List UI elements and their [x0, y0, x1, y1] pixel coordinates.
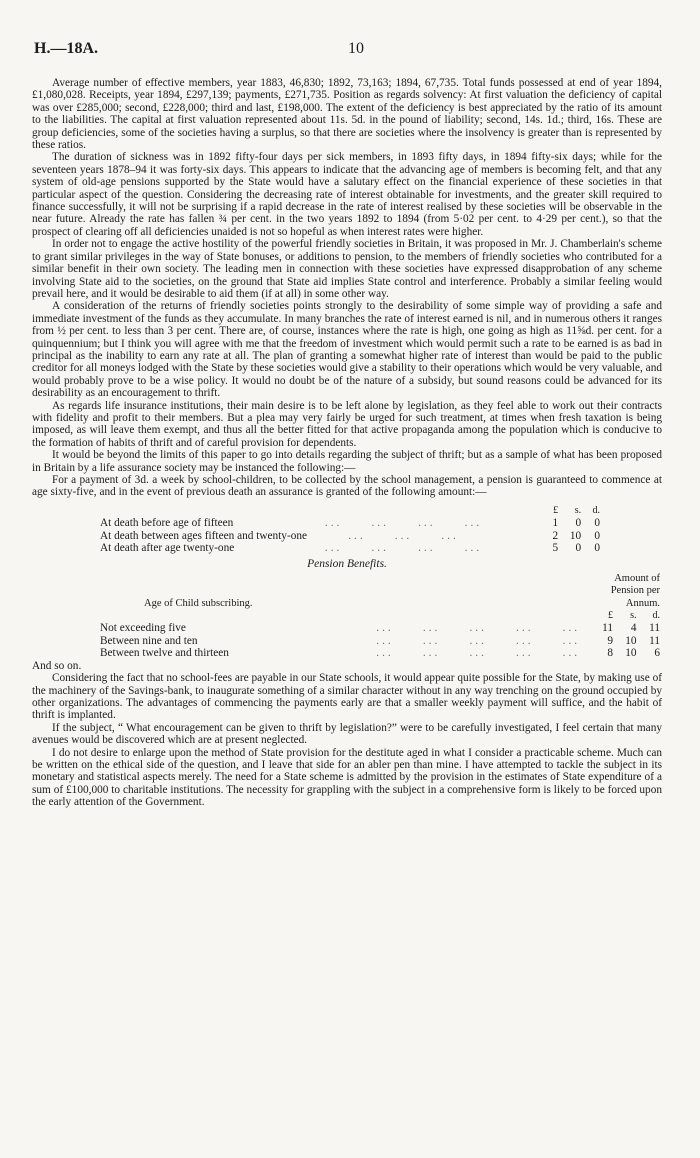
amount-shillings: 0	[575, 517, 582, 530]
currency-header-pounds: £	[608, 610, 614, 622]
paragraph: Average number of effective members, year 1883, 46,830; 1892, 73,163; 1894, 67,735. Total funds possessed at end of year 1894, £1,080,028. Receipts, year 1894, £297,139; payments, £271,735. Position as regards solvency: At first valuation the deficiency of capital was over £285,000; second, £228,000; third and last, £198,000. The extent of the deficiency is best appreciated by the ratio of its amount to the liabilities. The capital at first valuation represented about 11s. 5d. in the pound of liability; second, 14s. 1d.; third, 16s. These are group deficiencies, some of the societies having a surplus, so that there are societies where the insolvency is greater than is represented by these ratios.	[32, 77, 662, 152]
paragraph: I do not desire to enlarge upon the method of State provision for the destitute aged in what I consider a practicable scheme. Much can be written on the ethical side of the question, and I leave that side for an abler pen than mine. I have attempted to tackle the subject in its monetary and statistical aspects merely. The need for a State scheme is admitted by the provision in the estimates of State expenditure of a sum of £100,000 to charitable institutions. The necessity for grappling with the subject in a comprehensive form is likely to be forced upon the early attention of the Government.	[32, 746, 662, 809]
paragraph: For a payment of 3d. a week by school-children, to be collected by the school management, a pension is guaranteed to commence at age sixty-five, and in the event of previous death an assurance is granted of the following amount:—	[32, 474, 662, 499]
body-text	[32, 77, 662, 809]
amount-pounds: 11	[602, 622, 614, 635]
row-label: Not exceeding five	[100, 622, 186, 635]
amount-shillings: 10	[625, 647, 637, 660]
amount-shillings: 10	[625, 634, 637, 647]
amount-pounds: 9	[607, 634, 614, 647]
amount-shillings: 0	[575, 542, 582, 555]
amount-pence: 0	[594, 529, 600, 542]
paragraph: Considering the fact that no school-fees are payable in our State schools, it would appear quite possible for the State, by making use of the machinery of the Savings-bank, to inaugurate something of a similar character without in any way trenching on the ground occupied by other organizations. The advantages of commencing the payments early are that a smaller weekly payment will suffice, and the habit of thrift is implanted.	[32, 672, 662, 722]
currency-header-shillings: s.	[630, 610, 637, 622]
paragraph: It would be beyond the limits of this paper to go into details regarding the subject of thrift; but as a sample of what has been proposed in Britain by a life assurance society may be instanced the following:—	[32, 449, 662, 474]
currency-header-shillings: s.	[574, 504, 582, 516]
row-label: Between nine and ten	[100, 634, 198, 647]
table-row: At death after age twenty-one ... ... ... ... 5 0 0	[100, 542, 600, 555]
paragraph: The duration of sickness was in 1892 fifty-four days per sick members, in 1893 fifty days, in 1894 fifty-six days; while for the seventeen years 1878–94 it was forty-six days. This appears to indicate that the advancing age of members is becoming felt, and that any system of old-age pensions supported by the State would have a salutary effect on the financial experience of these societies in that particular aspect of the question. Considering the decreasing rate of interest obtainable for investments, and the greater skill required to finance successfully, it will not be surprising if a rapid decrease in the rate of interest realised by these societies will be observable in the near future. Already the rate has fallen ¾ per cent. in the two years 1892 to 1894 (from 5·02 per cent. to 4·29 per cent.), so that the prospect of clearing off all deficiencies unaided is not so hopeful as when interest rates were higher.	[32, 151, 662, 238]
currency-header-pence: d.	[592, 504, 600, 516]
amount-pounds: 1	[552, 517, 559, 530]
amount-pence: 11	[649, 634, 660, 647]
paragraph: A consideration of the returns of friendly societies points strongly to the desirability of some simple way of providing a safe and immediate investment of the funds as they accumulate. In many branches the rate of interest earned is nil, and in numerous others it ranges from ½ per cent. to less than 3 per cent. There are, of course, instances where the rate is high, one going as high as 11⅝d. per cent. for a quinquennium; but I think you will agree with me that the freedom of investment which would permit such a rate to be earned is as bad in principal as the inability to earn any rate at all. The plan of granting a somewhat higher rate of interest than would be paid to the public creditor for all moneys lodged with the State by these societies would give a stability to their operations which would be very valuable, and would probably prove to be a wise policy. It would no doubt be of the nature of a subsidy, but sound reasons could be advanced for its desirability as an encouragement to thrift.	[32, 300, 662, 400]
row-label: At death after age twenty-one	[100, 542, 235, 555]
death-assurance-table	[100, 505, 600, 555]
row-label: At death before age of fifteen	[100, 517, 234, 530]
table-footer: And so on.	[32, 659, 82, 672]
currency-header-pounds: £	[553, 504, 559, 516]
amount-pounds: 2	[552, 529, 559, 542]
pension-benefits-table	[100, 573, 660, 660]
paragraph: As regards life insurance institutions, their main desire is to be left alone by legislation, as they feel able to work out their contracts with fidelity and profit to their members. But a plea may very fairly be urged for such treatment, at times when fresh taxation is being imposed, as will leave them exempt, and thus all the better fitted for that active propaganda among the population which is conducive to the formation of habits of thrift and of careful provision for dependents.	[32, 399, 662, 449]
amount-pounds: 5	[552, 542, 559, 555]
column-header-age: Age of Child subscribing.	[144, 597, 253, 609]
amount-shillings: 4	[630, 622, 637, 635]
table-row: At death before age of fifteen ... ... ... ... 1 0 0	[100, 517, 600, 530]
table-row: Between nine and ten ... ... ... ... ... 9 10 11	[100, 634, 660, 647]
row-label: At death between ages fifteen and twenty-one	[100, 529, 308, 542]
document-reference: H.—18A.	[34, 40, 98, 57]
amount-pence: 11	[649, 622, 660, 635]
table-row: Not exceeding five ... ... ... ... ... 11 4 11	[100, 622, 660, 635]
table-row: Between twelve and thirteen ... ... ... ... ... 8 10 6	[100, 647, 660, 660]
pension-table-title: Pension Benefits.	[307, 558, 387, 571]
paragraph: If the subject, “ What encouragement can be given to thrift by legislation?” were to be carefully investigated, I feel certain that many avenues would be discovered which are at present neglected.	[32, 721, 662, 747]
amount-pounds: 8	[607, 647, 614, 660]
row-label: Between twelve and thirteen	[100, 647, 229, 660]
amount-pence: 6	[654, 647, 660, 660]
amount-shillings: 10	[569, 529, 582, 542]
amount-pence: 0	[594, 542, 600, 555]
table-row: At death between ages fifteen and twenty-one ... ... ... 2 10 0	[100, 529, 600, 542]
currency-header-pence: d.	[652, 610, 660, 622]
column-header-amount: Amount of Pension per Annum.	[610, 572, 660, 609]
page-number: 10	[348, 40, 364, 57]
paragraph: In order not to engage the active hostility of the powerful friendly societies in Britain, it was proposed in Mr. J. Chamberlain's scheme to grant similar privileges in the way of State bonuses, or additions to pension, to the members of friendly societies who contributed for a similar benefit in their own society. The leading men in connection with these societies have expressed disapprobation of any scheme involving State aid to the societies, on the ground that State aid implies State control and interference. Probably a similar feeling would prevail here, and it would be desirable to aid them (if at all) in some other way.	[32, 238, 662, 300]
amount-pence: 0	[594, 517, 600, 530]
